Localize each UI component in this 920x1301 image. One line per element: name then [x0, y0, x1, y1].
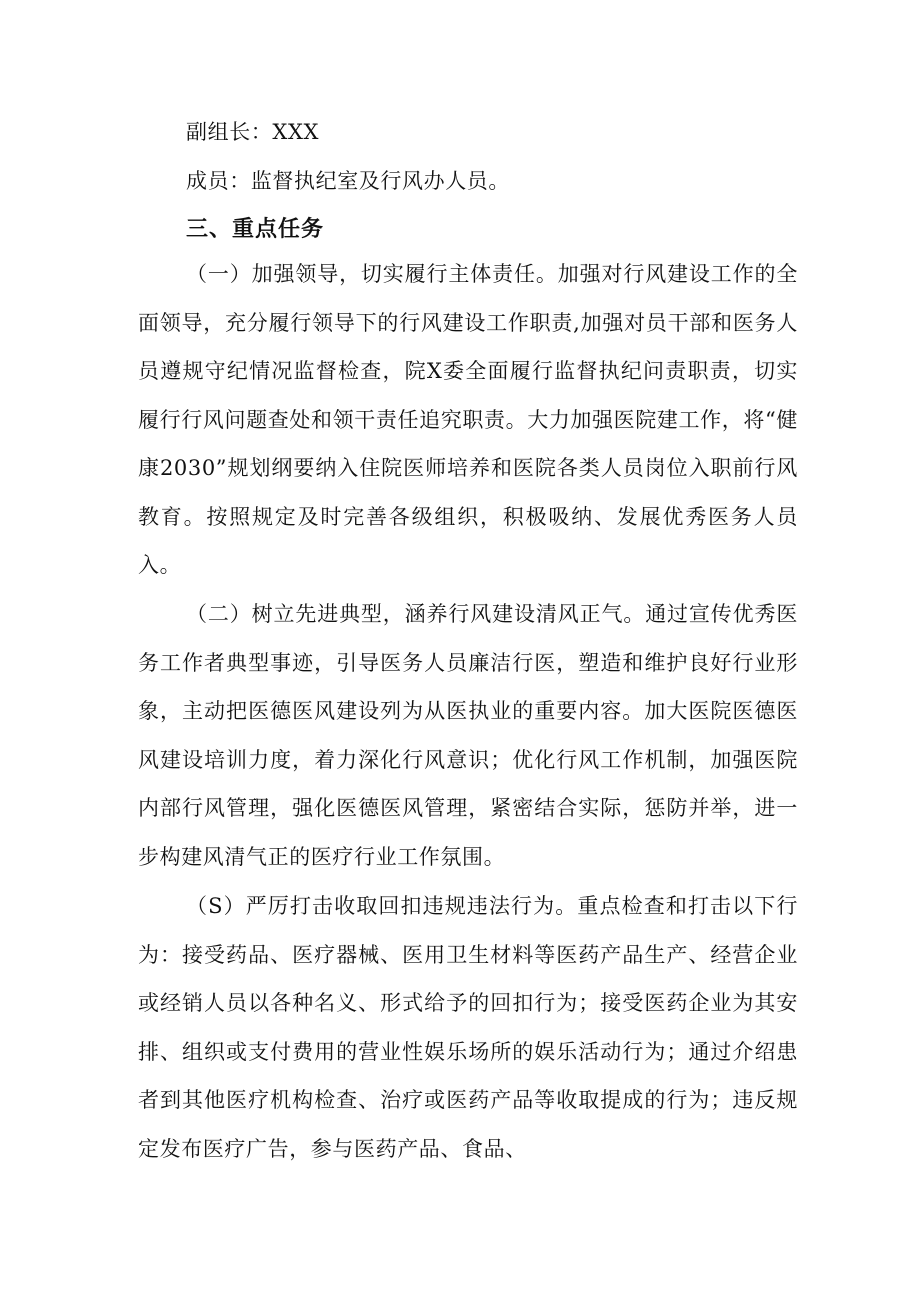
section-heading: 三、重点任务 [186, 217, 325, 242]
paragraph-kickbacks: （S）严厉打击收取回扣违规违法行为。重点检查和打击以下行为：接受药品、医疗器械、医用卫生材料等医药产品生产、经营企业或经销人员以各种名义、形式给予的回扣行为；接受医药企业为其安排、组织或支付费用的营业性娱乐场所的娱乐活动行为；通过介绍患者到其他医疗机构检查、治疗或医药产品等收取提成的行为；违反规定发布医疗广告，参与医药产品、食品、 [138, 894, 798, 1161]
paragraph-leadership: （一）加强领导，切实履行主体责任。加强对行风建设工作的全面领导，充分履行领导下的行风建设工作职责,加强对员干部和医务人员遵规守纪情况监督检查，院X委全面履行监督执纪问责职责，切实履行行风问题查处和领干责任追究职责。大力加强医院建工作，将“健康2030”规划纲要纳入住院医师培养和医院各类人员岗位入职前行风教育。按照规定及时完善各级组织，积极吸纳、发展优秀医务人员入。 [138, 262, 798, 577]
members-line: 成员：监督执纪室及行风办人员。 [186, 169, 510, 193]
paragraph-role-models: （二）树立先进典型，涵养行风建设清风正气。通过宣传优秀医务工作者典型事迹，引导医务人员廉洁行医，塑造和维护良好行业形象，主动把医德医风建设列为从医执业的重要内容。加大医院医德医风建设培训力度，着力深化行风意识；优化行风工作机制，加强医院内部行风管理，强化医德医风管理，紧密结合实际，惩防并举，进一步构建风清气正的医疗行业工作氛围。 [138, 602, 798, 869]
deputy-leader-line: 副组长：XXX [186, 120, 320, 144]
